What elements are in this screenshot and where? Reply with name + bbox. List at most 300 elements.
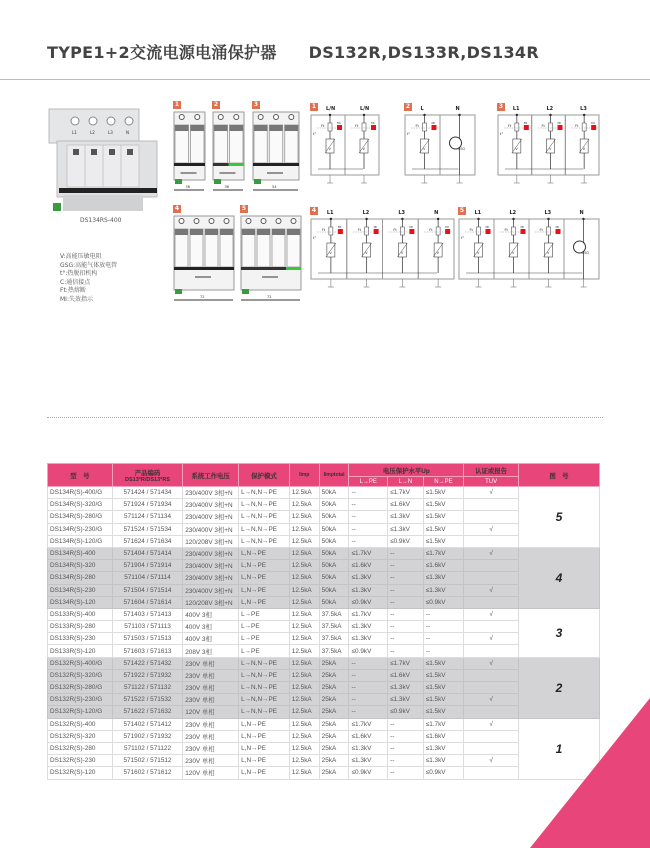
- cell-code: 571604 / 571614: [112, 596, 182, 608]
- cell-mode: L→PE: [239, 621, 290, 633]
- cell-mode: L→PE: [239, 633, 290, 645]
- cell-voltage: 230/400V 3相+N: [183, 523, 239, 535]
- cell-iimptotal: 50kA: [319, 547, 349, 559]
- cell-iimp: 12.5kA: [289, 633, 319, 645]
- cell-iimp: 12.5kA: [289, 584, 319, 596]
- ft-label: Ft: [504, 228, 508, 232]
- cell-tuv: [464, 572, 519, 584]
- mi-label: MI: [520, 225, 524, 229]
- cell-voltage: 120V 单相: [183, 767, 239, 779]
- cell-up-n-pe: ≤1.5kV: [423, 682, 464, 694]
- cell-code: 571122 / 571132: [112, 682, 182, 694]
- cell-mode: L,N→PE: [239, 596, 290, 608]
- cell-model: DS134R(S)-280/G: [48, 511, 113, 523]
- cell-tuv: √: [464, 718, 519, 730]
- cell-up-l-pe: ≤1.7kV: [349, 718, 388, 730]
- cell-code: 571603 / 571613: [112, 645, 182, 657]
- ft-label: Ft: [415, 124, 419, 128]
- cell-tuv: √: [464, 547, 519, 559]
- th-code: [112, 464, 182, 487]
- cell-up-n-pe: ≤1.3kV: [423, 755, 464, 767]
- cell-code: 571522 / 571532: [112, 694, 182, 706]
- module-drawing: [212, 111, 245, 193]
- cell-tuv: [464, 742, 519, 754]
- cell-voltage: 230V 单相: [183, 730, 239, 742]
- mi-label: MI: [557, 121, 561, 125]
- cell-iimptotal: 50kA: [319, 523, 349, 535]
- ft-label: Ft: [393, 228, 397, 232]
- varistor-label: V: [515, 147, 518, 151]
- mi-label: MI: [371, 121, 375, 125]
- cell-up-n-pe: --: [423, 633, 464, 645]
- legend-item: t°:热脱扣机构: [60, 270, 98, 278]
- cell-iimptotal: 25kA: [319, 706, 349, 718]
- cell-voltage: 400V 3相: [183, 621, 239, 633]
- cell-voltage: 230V 单相: [183, 718, 239, 730]
- mi-label: MI: [337, 121, 341, 125]
- cell-model: DS132R(S)-320: [48, 730, 113, 742]
- cell-model: DS134R(S)-230/G: [48, 523, 113, 535]
- cell-mode: L→N,N→PE: [239, 523, 290, 535]
- module-width-label: 36: [185, 185, 190, 189]
- cell-mode: L→N,N→PE: [239, 657, 290, 669]
- table-row: [48, 682, 600, 694]
- cell-iimptotal: 50kA: [319, 487, 349, 499]
- cell-tuv: [464, 621, 519, 633]
- table-row: [48, 535, 600, 547]
- cell-model: DS133R(S)-400: [48, 608, 113, 620]
- cell-up-l-n: --: [388, 718, 424, 730]
- cell-voltage: 230V 单相: [183, 682, 239, 694]
- line-label: L3: [398, 210, 406, 216]
- product-photo: [47, 103, 162, 215]
- cell-up-n-pe: ≤1.7kV: [423, 718, 464, 730]
- page-title: [47, 40, 571, 63]
- cell-iimp: 12.5kA: [289, 511, 319, 523]
- line-label: L1: [512, 106, 520, 112]
- cell-figure-number: 2: [518, 657, 599, 718]
- title-main: TYPE1+2交流电源电涌保护器: [47, 43, 277, 62]
- legend-item: Ft:热熔断: [60, 287, 86, 295]
- cell-voltage: 230/400V 3相+N: [183, 547, 239, 559]
- cell-model: DS132R(S)-400: [48, 718, 113, 730]
- cell-iimp: 12.5kA: [289, 718, 319, 730]
- cell-iimptotal: 50kA: [319, 572, 349, 584]
- cell-up-l-n: --: [388, 596, 424, 608]
- cell-iimptotal: 50kA: [319, 584, 349, 596]
- ft-label: Ft: [355, 124, 359, 128]
- cell-tuv: [464, 706, 519, 718]
- cell-up-l-pe: ≤1.6kV: [349, 730, 388, 742]
- cell-up-n-pe: --: [423, 621, 464, 633]
- cell-up-l-pe: ≤1.3kV: [349, 633, 388, 645]
- cell-tuv: [464, 682, 519, 694]
- cell-code: 571622 / 571632: [112, 706, 182, 718]
- table-row: [48, 584, 600, 596]
- cell-iimptotal: 25kA: [319, 730, 349, 742]
- cell-iimptotal: 50kA: [319, 499, 349, 511]
- ft-label: Ft: [575, 124, 579, 128]
- thermal-label: t°: [313, 132, 317, 136]
- cell-model: DS134R(S)-120/G: [48, 535, 113, 547]
- divider: [0, 79, 650, 80]
- cell-iimptotal: 37.5kA: [319, 621, 349, 633]
- th-l-n: L→N: [388, 477, 424, 487]
- line-label: L: [420, 106, 424, 112]
- cell-voltage: 230/400V 3相+N: [183, 584, 239, 596]
- cell-model: DS132R(S)-320/G: [48, 669, 113, 681]
- cell-mode: L→N,N→PE: [239, 694, 290, 706]
- cell-up-l-n: ≤1.7kV: [388, 487, 424, 499]
- cell-iimp: 12.5kA: [289, 499, 319, 511]
- cell-model: DS134R(S)-320: [48, 560, 113, 572]
- cell-model: DS132R(S)-120/G: [48, 706, 113, 718]
- cell-up-l-n: ≤1.3kV: [388, 523, 424, 535]
- wiring-schematic: [310, 207, 455, 295]
- cell-code: 571504 / 571514: [112, 584, 182, 596]
- cell-up-l-pe: ≤1.7kV: [349, 547, 388, 559]
- cell-iimp: 12.5kA: [289, 755, 319, 767]
- th-iimptotal: Iimptotal: [319, 464, 349, 487]
- cell-up-l-n: ≤0.9kV: [388, 706, 424, 718]
- thermal-label: t°: [407, 132, 411, 136]
- module-width-label: 72: [267, 295, 272, 299]
- th-code-sub: DS13*R/DS13*RS: [125, 476, 170, 483]
- varistor-label: V: [436, 251, 440, 255]
- cell-up-l-n: --: [388, 572, 424, 584]
- cell-voltage: 230V 单相: [183, 669, 239, 681]
- cell-tuv: [464, 730, 519, 742]
- varistor-label: V: [549, 147, 552, 151]
- ft-label: Ft: [357, 228, 362, 232]
- dotted-divider: [47, 417, 603, 418]
- mi-label: MI: [445, 225, 449, 229]
- varistor-label: V: [329, 251, 332, 255]
- table-row: [48, 742, 600, 754]
- varistor-label: V: [423, 147, 426, 151]
- cell-up-l-n: --: [388, 547, 424, 559]
- line-label: L2: [509, 210, 517, 216]
- table-row: [48, 633, 600, 645]
- cell-mode: L→PE: [239, 608, 290, 620]
- cell-mode: L→N,N→PE: [239, 669, 290, 681]
- cell-up-l-pe: --: [349, 669, 388, 681]
- cell-mode: L→N,N→PE: [239, 535, 290, 547]
- cell-tuv: √: [464, 694, 519, 706]
- cell-code: 571503 / 571513: [112, 633, 182, 645]
- varistor-label: V: [547, 251, 550, 255]
- cell-iimptotal: 37.5kA: [319, 633, 349, 645]
- cell-voltage: 120/208V 3相+N: [183, 535, 239, 547]
- cell-code: 571624 / 571634: [112, 535, 182, 547]
- cell-iimptotal: 50kA: [319, 511, 349, 523]
- ft-label: Ft: [429, 228, 433, 232]
- cell-model: DS133R(S)-120: [48, 645, 113, 657]
- line-label: L/N: [326, 106, 336, 112]
- wiring-schematic: [458, 207, 600, 295]
- module-width-label: 72: [200, 295, 205, 299]
- table-row: [48, 487, 600, 499]
- cell-figure-number: 5: [518, 487, 599, 548]
- cell-up-n-pe: ≤1.5kV: [423, 657, 464, 669]
- table-row: [48, 499, 600, 511]
- cell-up-n-pe: ≤1.3kV: [423, 584, 464, 596]
- cell-voltage: 230/400V 3相+N: [183, 511, 239, 523]
- cell-up-n-pe: ≤1.7kV: [423, 547, 464, 559]
- cell-iimptotal: 50kA: [319, 535, 349, 547]
- table-row: [48, 706, 600, 718]
- cell-tuv: √: [464, 657, 519, 669]
- cell-voltage: 230V 单相: [183, 694, 239, 706]
- cell-up-n-pe: ≤1.5kV: [423, 706, 464, 718]
- line-label: N: [455, 106, 460, 112]
- module-drawing: [173, 215, 235, 303]
- schematic-number-badge: 5: [459, 207, 465, 214]
- th-iimp: Iimp: [289, 464, 319, 487]
- cell-up-l-pe: ≤1.3kV: [349, 572, 388, 584]
- cell-code: 571422 / 571432: [112, 657, 182, 669]
- cell-iimptotal: 50kA: [319, 596, 349, 608]
- legend-item: V:高能压敏电阻: [60, 253, 102, 260]
- cell-up-l-pe: --: [349, 682, 388, 694]
- line-label: L2: [362, 210, 370, 216]
- ft-label: Ft: [541, 124, 545, 128]
- line-label: L1: [474, 210, 482, 216]
- th-tuv: TUV: [464, 477, 519, 487]
- varistor-label: V: [582, 147, 586, 151]
- cell-code: 571922 / 571932: [112, 669, 182, 681]
- cell-code: 571102 / 571122: [112, 742, 182, 754]
- cell-model: DS134R(S)-280: [48, 572, 113, 584]
- cell-up-n-pe: ≤1.5kV: [423, 499, 464, 511]
- cell-voltage: 230V 单相: [183, 742, 239, 754]
- table-row: [48, 608, 600, 620]
- varistor-label: V: [365, 251, 368, 255]
- wiring-schematic: [310, 103, 380, 191]
- cell-mode: L→N,N→PE: [239, 487, 290, 499]
- cell-tuv: [464, 767, 519, 779]
- cell-up-n-pe: ≤1.5kV: [423, 523, 464, 535]
- cell-up-l-pe: ≤1.6kV: [349, 560, 388, 572]
- cell-up-l-n: ≤1.3kV: [388, 511, 424, 523]
- cell-iimp: 12.5kA: [289, 706, 319, 718]
- cell-iimptotal: 25kA: [319, 669, 349, 681]
- cell-voltage: 400V 3相: [183, 608, 239, 620]
- cell-iimp: 12.5kA: [289, 669, 319, 681]
- cell-code: 571902 / 571932: [112, 730, 182, 742]
- table-row: [48, 755, 600, 767]
- th-model: 型 号: [48, 464, 113, 487]
- varistor-label: V: [328, 147, 331, 151]
- figure-number-badge: 5: [241, 205, 247, 212]
- cell-tuv: [464, 560, 519, 572]
- line-label: N: [579, 210, 584, 216]
- cell-up-n-pe: ≤1.6kV: [423, 560, 464, 572]
- cell-mode: L,N→PE: [239, 767, 290, 779]
- cell-up-l-pe: --: [349, 535, 388, 547]
- cell-up-l-pe: --: [349, 487, 388, 499]
- wiring-schematic: [404, 103, 476, 191]
- table-row: [48, 621, 600, 633]
- cell-mode: L,N→PE: [239, 584, 290, 596]
- cell-up-l-n: ≤1.7kV: [388, 657, 424, 669]
- th-n-pe: N→PE: [423, 477, 464, 487]
- schematic-number-badge: 1: [311, 103, 317, 110]
- cell-figure-number: 4: [518, 547, 599, 608]
- cell-code: 571402 / 571412: [112, 718, 182, 730]
- cell-mode: L→N,N→PE: [239, 706, 290, 718]
- legend-item: GSG:高能气体放电管: [60, 261, 118, 269]
- cell-iimptotal: 25kA: [319, 742, 349, 754]
- cell-up-l-n: --: [388, 584, 424, 596]
- cell-model: DS134R(S)-120: [48, 596, 113, 608]
- table-row: [48, 572, 600, 584]
- cell-tuv: √: [464, 584, 519, 596]
- cell-mode: L,N→PE: [239, 730, 290, 742]
- table-row: [48, 596, 600, 608]
- cell-iimp: 12.5kA: [289, 682, 319, 694]
- cell-voltage: 230/400V 3相+N: [183, 499, 239, 511]
- cell-iimp: 12.5kA: [289, 694, 319, 706]
- cell-iimp: 12.5kA: [289, 572, 319, 584]
- cell-iimptotal: 37.5kA: [319, 608, 349, 620]
- cell-iimp: 12.5kA: [289, 560, 319, 572]
- cell-model: DS133R(S)-280: [48, 621, 113, 633]
- mi-label: MI: [373, 225, 378, 229]
- cell-voltage: 120V 单相: [183, 706, 239, 718]
- cell-model: DS132R(S)-120: [48, 767, 113, 779]
- th-mode: 保护模式: [239, 464, 290, 487]
- cell-model: DS133R(S)-230: [48, 633, 113, 645]
- cell-voltage: 230V 单相: [183, 755, 239, 767]
- cell-up-n-pe: ≤1.5kV: [423, 511, 464, 523]
- th-voltage: 系统工作电压: [183, 464, 239, 487]
- th-code-label: 产品编码: [134, 469, 161, 477]
- figure-number-badge: 3: [253, 101, 259, 108]
- line-label: N: [434, 210, 439, 216]
- table-row: [48, 547, 600, 559]
- cell-model: DS132R(S)-280: [48, 742, 113, 754]
- cell-up-n-pe: ≤0.9kV: [423, 767, 464, 779]
- cell-mode: L,N→PE: [239, 547, 290, 559]
- cell-iimp: 12.5kA: [289, 487, 319, 499]
- cell-mode: L,N→PE: [239, 718, 290, 730]
- cell-iimp: 12.5kA: [289, 767, 319, 779]
- table-row: [48, 694, 600, 706]
- ft-label: Ft: [469, 228, 473, 232]
- cell-up-l-pe: --: [349, 523, 388, 535]
- varistor-label: V: [512, 251, 515, 255]
- line-label: L2: [546, 106, 554, 112]
- cell-model: DS132R(S)-230: [48, 755, 113, 767]
- cell-up-n-pe: ≤1.5kV: [423, 694, 464, 706]
- cell-mode: L→N,N→PE: [239, 499, 290, 511]
- cell-iimp: 12.5kA: [289, 730, 319, 742]
- cell-model: DS132R(S)-280/G: [48, 682, 113, 694]
- cell-up-l-n: --: [388, 767, 424, 779]
- legend: [60, 253, 117, 305]
- cell-up-l-pe: ≤1.3kV: [349, 742, 388, 754]
- cell-iimptotal: 25kA: [319, 755, 349, 767]
- ft-label: Ft: [507, 124, 512, 128]
- cell-tuv: [464, 535, 519, 547]
- mi-label: MI: [591, 121, 595, 125]
- legend-item: MI:失效指示: [60, 295, 93, 303]
- cell-voltage: 230V 单相: [183, 657, 239, 669]
- cell-code: 571502 / 571512: [112, 755, 182, 767]
- mi-label: MI: [431, 121, 435, 125]
- cell-code: 571103 / 571113: [112, 621, 182, 633]
- cell-model: DS134R(S)-230: [48, 584, 113, 596]
- cell-tuv: [464, 511, 519, 523]
- cell-up-l-n: --: [388, 645, 424, 657]
- cell-iimp: 12.5kA: [289, 596, 319, 608]
- cell-up-l-pe: ≤0.9kV: [349, 645, 388, 657]
- mi-label: MI: [337, 225, 342, 229]
- schematic-number-badge: 4: [311, 207, 317, 214]
- cell-iimptotal: 50kA: [319, 560, 349, 572]
- cell-up-l-n: --: [388, 755, 424, 767]
- cell-model: DS134R(S)-320/G: [48, 499, 113, 511]
- table-row: [48, 767, 600, 779]
- decorative-corner: [530, 698, 650, 848]
- cell-up-l-pe: --: [349, 657, 388, 669]
- table-row: [48, 657, 600, 669]
- cell-tuv: √: [464, 633, 519, 645]
- cell-up-l-pe: ≤0.9kV: [349, 596, 388, 608]
- cell-up-l-n: --: [388, 730, 424, 742]
- cell-model: DS132R(S)-400/G: [48, 657, 113, 669]
- cell-code: 571404 / 571414: [112, 547, 182, 559]
- cell-tuv: [464, 499, 519, 511]
- cell-up-n-pe: ≤0.9kV: [423, 596, 464, 608]
- cell-iimptotal: 25kA: [319, 682, 349, 694]
- cell-code: 571602 / 571612: [112, 767, 182, 779]
- cell-voltage: 120/208V 3相+N: [183, 596, 239, 608]
- cell-up-n-pe: ≤1.5kV: [423, 535, 464, 547]
- terminal-label: L1: [72, 130, 77, 135]
- ft-label: Ft: [539, 228, 543, 232]
- terminal-label: N: [126, 130, 129, 135]
- cell-code: 571424 / 571434: [112, 487, 182, 499]
- cell-iimp: 12.5kA: [289, 547, 319, 559]
- thermal-label: t°: [313, 236, 317, 240]
- cell-code: 571904 / 571914: [112, 560, 182, 572]
- cell-iimp: 12.5kA: [289, 742, 319, 754]
- cell-code: 571124 / 571134: [112, 511, 182, 523]
- terminal-label: L3: [108, 130, 113, 135]
- terminal-label: L2: [90, 130, 95, 135]
- cell-iimptotal: 25kA: [319, 657, 349, 669]
- cell-model: DS134R(S)-400/G: [48, 487, 113, 499]
- module-width-label: 36: [224, 185, 229, 189]
- ft-label: Ft: [321, 228, 326, 232]
- th-l-pe: L→PE: [349, 477, 388, 487]
- cell-up-n-pe: --: [423, 608, 464, 620]
- cell-up-l-n: --: [388, 560, 424, 572]
- cell-tuv: [464, 596, 519, 608]
- ft-label: Ft: [321, 124, 325, 128]
- module-drawing: [252, 111, 300, 193]
- cell-up-l-pe: --: [349, 694, 388, 706]
- table-row: [48, 730, 600, 742]
- cell-up-n-pe: ≤1.5kV: [423, 487, 464, 499]
- cell-tuv: √: [464, 608, 519, 620]
- schematic-number-badge: 3: [498, 103, 504, 110]
- th-fig: 图 号: [518, 464, 599, 487]
- module-drawing: [240, 215, 302, 303]
- cell-code: 571104 / 571114: [112, 572, 182, 584]
